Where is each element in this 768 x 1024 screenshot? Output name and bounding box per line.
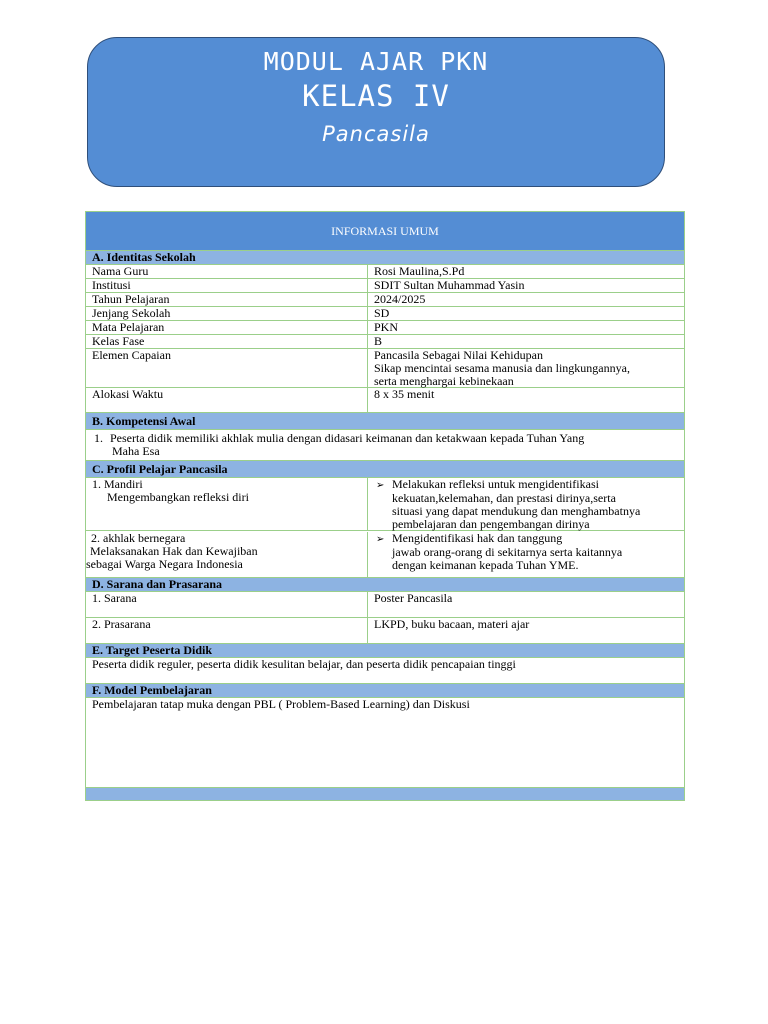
table-row xyxy=(86,658,684,684)
table-row xyxy=(86,335,684,349)
row-value: LKPD, buku bacaan, materi ajar xyxy=(374,617,530,631)
table-row xyxy=(86,698,684,788)
arrow-bullet-icon: ➢ xyxy=(376,534,385,545)
row-value xyxy=(368,349,684,387)
profil-item-desc: Melaksanakan Hak dan Kewajiban xyxy=(90,544,258,558)
model-text: Pembelajaran tatap muka dengan PBL ( Problem-Based Learning) dan Diskusi xyxy=(92,697,470,711)
row-label: Kelas Fase xyxy=(86,335,368,348)
table-row xyxy=(86,478,684,531)
section-identitas-heading: A. Identitas Sekolah xyxy=(86,251,684,265)
profil-line: Melakukan refleksi untuk mengidentifikasi xyxy=(392,477,599,491)
table-row xyxy=(86,293,684,307)
profil-line: situasi yang dapat mendukung dan menghambatnya xyxy=(392,504,641,518)
row-value: SD xyxy=(374,306,390,320)
row-value: PKN xyxy=(374,320,399,334)
table-row xyxy=(86,321,684,335)
profil-item-title: 2. akhlak bernegara xyxy=(91,531,186,545)
kompetensi-text xyxy=(86,432,684,460)
table-row xyxy=(86,592,684,618)
profil-line: dengan keimanan kepada Tuhan YME. xyxy=(392,558,579,572)
profil-left xyxy=(86,478,368,530)
elemen-line: Sikap mencintai sesama manusia dan lingkungannya, xyxy=(374,361,630,375)
table-row xyxy=(86,349,684,388)
table-row xyxy=(86,279,684,293)
table-row xyxy=(86,430,684,461)
profil-item-desc: sebagai Warga Negara Indonesia xyxy=(86,557,243,571)
profil-line: pembelajaran dan pengembangan dirinya xyxy=(392,517,590,531)
topic-title: Pancasila xyxy=(322,122,430,146)
table-footer-bar xyxy=(86,788,684,800)
list-number: 1. xyxy=(94,431,103,445)
section-kompetensi-heading: B. Kompetensi Awal xyxy=(86,413,684,430)
profil-left xyxy=(86,532,368,577)
profil-right xyxy=(368,532,684,577)
table-row xyxy=(86,307,684,321)
elemen-line: Pancasila Sebagai Nilai Kehidupan xyxy=(374,348,543,362)
row-value: Poster Pancasila xyxy=(374,591,453,605)
row-value: SDIT Sultan Muhammad Yasin xyxy=(374,278,525,292)
title-banner xyxy=(87,37,665,187)
row-label: 2. Prasarana xyxy=(86,618,368,643)
kompetensi-line: Peserta didik memiliki akhlak mulia dengan didasari keimanan dan ketakwaan kepada Tuhan Yang xyxy=(110,431,585,445)
row-label: Institusi xyxy=(86,279,368,292)
row-label: Mata Pelajaran xyxy=(86,321,368,334)
row-label: Alokasi Waktu xyxy=(86,388,368,412)
row-value: 8 x 35 menit xyxy=(374,387,435,401)
row-value: B xyxy=(374,334,383,348)
row-label: Tahun Pelajaran xyxy=(86,293,368,306)
section-model-heading: F. Model Pembelajaran xyxy=(86,684,684,698)
profil-item-title: 1. Mandiri xyxy=(92,477,143,491)
info-table xyxy=(85,211,685,801)
table-row xyxy=(86,388,684,413)
section-sarana-heading: D. Sarana dan Prasarana xyxy=(86,578,684,592)
table-row xyxy=(86,265,684,279)
row-label: Nama Guru xyxy=(86,265,368,278)
profil-line: kekuatan,kelemahan, dan prestasi dirinya,serta xyxy=(392,491,616,505)
table-header: INFORMASI UMUM xyxy=(86,212,684,251)
table-row xyxy=(86,618,684,644)
table-row xyxy=(86,531,684,578)
target-text: Peserta didik reguler, peserta didik kesulitan belajar, dan peserta didik pencapaian tinggi xyxy=(92,657,516,671)
section-profil-heading: C. Profil Pelajar Pancasila xyxy=(86,461,684,478)
kompetensi-line: Maha Esa xyxy=(112,444,160,458)
row-value: 2024/2025 xyxy=(374,292,426,306)
arrow-bullet-icon: ➢ xyxy=(376,480,385,491)
row-label: 1. Sarana xyxy=(86,592,368,617)
row-label: Jenjang Sekolah xyxy=(86,307,368,320)
module-title: MODUL AJAR PKN xyxy=(263,47,489,76)
profil-right xyxy=(368,478,684,530)
elemen-line: serta menghargai kebinekaan xyxy=(374,374,514,388)
row-value: Rosi Maulina,S.Pd xyxy=(374,264,465,278)
profil-line: Mengidentifikasi hak dan tanggung xyxy=(392,531,563,545)
class-title: KELAS IV xyxy=(302,79,450,113)
section-target-heading: E. Target Peserta Didik xyxy=(86,644,684,658)
profil-item-desc: Mengembangkan refleksi diri xyxy=(107,490,249,504)
row-label: Elemen Capaian xyxy=(86,349,368,387)
profil-line: jawab orang-orang di sekitarnya serta kaitannya xyxy=(392,545,623,559)
